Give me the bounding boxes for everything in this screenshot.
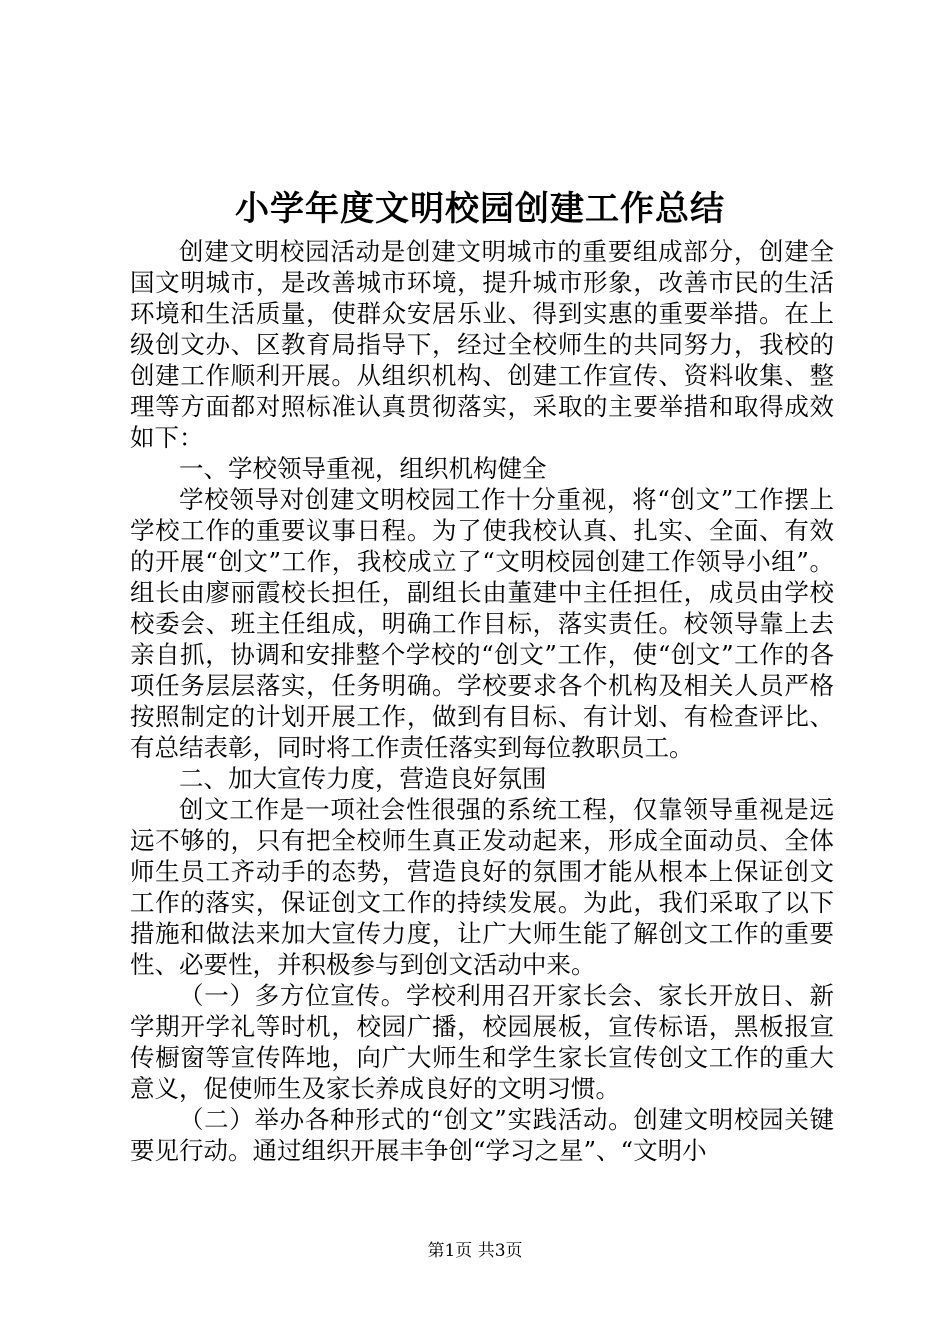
page-number-footer: 第1页 共3页 (427, 1241, 523, 1261)
section-heading-2: 二、加大宣传力度，营造良好氛围 (179, 764, 547, 793)
section-heading-1: 一、学校领导重视，组织机构健全 (179, 454, 547, 483)
section-1-paragraph: 学校领导对创建文明校园工作十分重视，将“创文”工作摆上学校工作的重要议事日程。为了使我校认真、扎实、全面、有效的开展“创文”工作，我校成立了“文明校园创建工作领导小组”。组长由廖丽霞校长担任，副组长由董建中主任担任，成员由学校校委会、班主任组成，明确工作目标，落实责任。校领导靠上去亲自抓，协调和安排整个学校的“创文”工作，使“创文”工作的各项任务层层落实，任务明确。学校要求各个机构及相关人员严格按照制定的计划开展工作，做到有目标、有计划、有检查评比、有总结表彰，同时将工作责任落实到每位教职员工。 (130, 485, 834, 762)
document-body (130, 236, 834, 1166)
intro-paragraph: 创建文明校园活动是创建文明城市的重要组成部分，创建全国文明城市，是改善城市环境，提升城市形象，改善市民的生活环境和生活质量，使群众安居乐业、得到实惠的重要举措。在上级创文办、区教育局指导下，经过全校师生的共同努力，我校的创建工作顺利开展。从组织机构、创建工作宣传、资料收集、整理等方面都对照标准认真贯彻落实，采取的主要举措和取得成效如下： (130, 237, 834, 452)
section-2-paragraph: 创文工作是一项社会性很强的系统工程，仅靠领导重视是远远不够的，只有把全校师生真正发动起来，形成全面动员、全体师生员工齐动手的态势，营造良好的氛围才能从根本上保证创文工作的落实，保证创文工作的持续发展。为此，我们采取了以下措施和做法来加大宣传力度，让广大师生能了解创文工作的重要性、必要性，并积极参与到创文活动中来。 (130, 795, 834, 979)
subsection-2-paragraph: （二）举办各种形式的“创文”实践活动。创建文明校园关键要见行动。通过组织开展丰争创“学习之星”、“文明小 (130, 1105, 834, 1165)
document-title: 小学年度文明校园创建工作总结 (235, 189, 725, 229)
subsection-1-paragraph: （一）多方位宣传。学校利用召开家长会、家长开放日、新学期开学礼等时机，校园广播，校园展板，宣传标语，黑板报宣传橱窗等宣传阵地，向广大师生和学生家长宣传创文工作的重大意义，促使师生及家长养成良好的文明习惯。 (130, 981, 834, 1103)
